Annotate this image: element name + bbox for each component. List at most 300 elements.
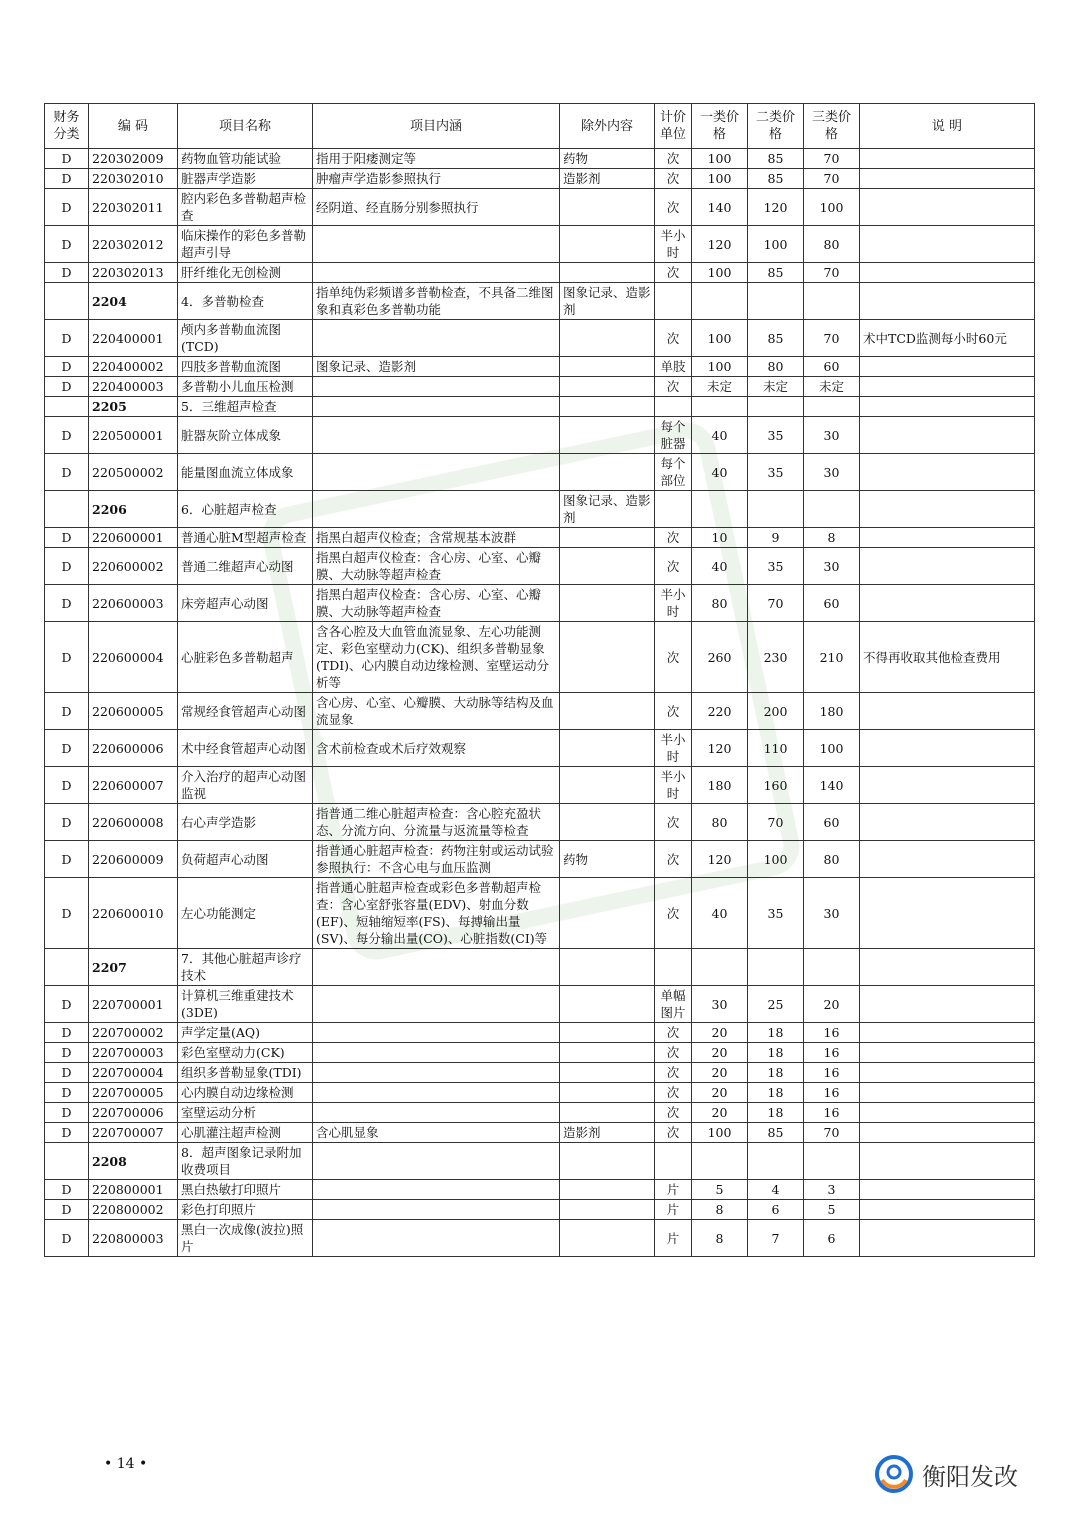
header-p2: 二类价格 — [748, 104, 804, 149]
cell-desc: 含各心腔及大血管血流显象、左心功能测定、彩色室壁动力(CK)、组织多普勒显象(TDI)、心内膜自动边缘检测、室壁运动分析等 — [313, 622, 560, 693]
cell-cls: D — [45, 1043, 89, 1063]
cell-name: 脏器灰阶立体成象 — [178, 417, 313, 454]
cell-p2: 70 — [748, 804, 804, 841]
cell-desc — [313, 1063, 560, 1083]
cell-cls: D — [45, 986, 89, 1023]
cell-cls: D — [45, 767, 89, 804]
table-row — [45, 548, 1035, 585]
cell-exc — [560, 767, 655, 804]
cell-p2: 100 — [748, 841, 804, 878]
cell-name: 心脏彩色多普勒超声 — [178, 622, 313, 693]
cell-p1: 20 — [692, 1063, 748, 1083]
cell-p3: 30 — [804, 417, 860, 454]
cell-unit — [655, 491, 692, 528]
cell-cls: D — [45, 693, 89, 730]
cell-note — [860, 693, 1035, 730]
cell-unit: 单肢 — [655, 357, 692, 377]
cell-unit — [655, 1143, 692, 1180]
cell-code: 220302009 — [89, 149, 178, 169]
section-row — [45, 1143, 1035, 1180]
cell-code: 220600002 — [89, 548, 178, 585]
cell-cls: D — [45, 1123, 89, 1143]
cell-code: 220700001 — [89, 986, 178, 1023]
cell-p3: 5 — [804, 1200, 860, 1220]
cell-unit: 片 — [655, 1180, 692, 1200]
cell-desc — [313, 226, 560, 263]
cell-unit: 次 — [655, 1103, 692, 1123]
cell-name: 普通二维超声心动图 — [178, 548, 313, 585]
cell-p2: 110 — [748, 730, 804, 767]
cell-code: 220600005 — [89, 693, 178, 730]
table-row — [45, 377, 1035, 397]
cell-code: 220700006 — [89, 1103, 178, 1123]
cell-p3: 20 — [804, 986, 860, 1023]
cell-cls: D — [45, 149, 89, 169]
cell-note — [860, 1023, 1035, 1043]
cell-cls: D — [45, 417, 89, 454]
cell-unit: 次 — [655, 1063, 692, 1083]
header-cls: 财务分类 — [45, 104, 89, 149]
cell-code: 220302011 — [89, 189, 178, 226]
cell-unit: 次 — [655, 377, 692, 397]
cell-code: 220600008 — [89, 804, 178, 841]
cell-desc — [313, 417, 560, 454]
cell-name: 5．三维超声检查 — [178, 397, 313, 417]
cell-p2: 85 — [748, 1123, 804, 1143]
cell-exc — [560, 949, 655, 986]
cell-code: 220700005 — [89, 1083, 178, 1103]
cell-name: 多普勒小儿血压检测 — [178, 377, 313, 397]
cell-code: 220600007 — [89, 767, 178, 804]
cell-desc: 图象记录、造影剂 — [313, 357, 560, 377]
cell-p3 — [804, 1143, 860, 1180]
cell-exc — [560, 320, 655, 357]
cell-p3: 140 — [804, 767, 860, 804]
cell-desc — [313, 263, 560, 283]
cell-name: 四肢多普勒血流图 — [178, 357, 313, 377]
cell-exc — [560, 417, 655, 454]
cell-code: 220700002 — [89, 1023, 178, 1043]
cell-cls: D — [45, 622, 89, 693]
cell-unit: 次 — [655, 149, 692, 169]
cell-code: 220700003 — [89, 1043, 178, 1063]
cell-code: 2207 — [89, 949, 178, 986]
cell-p2 — [748, 397, 804, 417]
cell-p2 — [748, 283, 804, 320]
cell-p2: 85 — [748, 263, 804, 283]
cell-unit: 每个部位 — [655, 454, 692, 491]
cell-note — [860, 528, 1035, 548]
cell-cls: D — [45, 263, 89, 283]
cell-code: 220400003 — [89, 377, 178, 397]
table-row — [45, 226, 1035, 263]
cell-p1: 100 — [692, 1123, 748, 1143]
section-row — [45, 491, 1035, 528]
cell-p1: 100 — [692, 169, 748, 189]
cell-p1: 120 — [692, 730, 748, 767]
cell-note — [860, 226, 1035, 263]
section-row — [45, 949, 1035, 986]
cell-p3: 100 — [804, 730, 860, 767]
table-row — [45, 622, 1035, 693]
cell-exc — [560, 397, 655, 417]
cell-name: 黑白热敏打印照片 — [178, 1180, 313, 1200]
cell-note — [860, 767, 1035, 804]
cell-cls: D — [45, 377, 89, 397]
cell-exc — [560, 730, 655, 767]
cell-p1: 80 — [692, 585, 748, 622]
cell-unit: 次 — [655, 169, 692, 189]
cell-p1: 10 — [692, 528, 748, 548]
header-code: 编 码 — [89, 104, 178, 149]
cell-note — [860, 730, 1035, 767]
cell-name: 6．心脏超声检查 — [178, 491, 313, 528]
cell-p3: 180 — [804, 693, 860, 730]
cell-unit: 每个脏器 — [655, 417, 692, 454]
cell-p2: 35 — [748, 878, 804, 949]
cell-cls: D — [45, 804, 89, 841]
cell-p3: 60 — [804, 804, 860, 841]
cell-p2: 18 — [748, 1103, 804, 1123]
cell-unit: 半小时 — [655, 585, 692, 622]
cell-cls: D — [45, 357, 89, 377]
cell-unit — [655, 283, 692, 320]
cell-p2 — [748, 1143, 804, 1180]
cell-cls: D — [45, 320, 89, 357]
cell-exc — [560, 528, 655, 548]
table-row — [45, 417, 1035, 454]
cell-cls: D — [45, 1103, 89, 1123]
cell-desc: 指黑白超声仪检查；含常规基本波群 — [313, 528, 560, 548]
cell-note — [860, 169, 1035, 189]
cell-p2 — [748, 491, 804, 528]
cell-name: 能量图血流立体成象 — [178, 454, 313, 491]
cell-p1: 260 — [692, 622, 748, 693]
cell-name: 术中经食管超声心动图 — [178, 730, 313, 767]
cell-desc: 经阴道、经直肠分别参照执行 — [313, 189, 560, 226]
table-row — [45, 1200, 1035, 1220]
cell-exc — [560, 1063, 655, 1083]
cell-cls: D — [45, 1023, 89, 1043]
cell-note — [860, 1103, 1035, 1123]
cell-unit — [655, 949, 692, 986]
cell-name: 普通心脏M型超声检查 — [178, 528, 313, 548]
header-unit: 计价单位 — [655, 104, 692, 149]
cell-p1 — [692, 949, 748, 986]
cell-name: 计算机三维重建技术(3DE) — [178, 986, 313, 1023]
cell-unit: 次 — [655, 189, 692, 226]
cell-p1: 8 — [692, 1220, 748, 1257]
cell-desc — [313, 1103, 560, 1123]
cell-p2: 18 — [748, 1063, 804, 1083]
cell-p1: 140 — [692, 189, 748, 226]
cell-note — [860, 841, 1035, 878]
cell-note — [860, 263, 1035, 283]
cell-cls: D — [45, 1083, 89, 1103]
cell-name: 室壁运动分析 — [178, 1103, 313, 1123]
cell-name: 彩色室壁动力(CK) — [178, 1043, 313, 1063]
cell-name: 7．其他心脏超声诊疗技术 — [178, 949, 313, 986]
brand-name: 衡阳发改 — [922, 1462, 1018, 1491]
cell-note — [860, 1143, 1035, 1180]
cell-code: 220600004 — [89, 622, 178, 693]
cell-cls: D — [45, 169, 89, 189]
cell-unit: 片 — [655, 1200, 692, 1220]
cell-code: 220400001 — [89, 320, 178, 357]
cell-cls: D — [45, 548, 89, 585]
table-row — [45, 878, 1035, 949]
cell-p3: 16 — [804, 1043, 860, 1063]
cell-exc — [560, 693, 655, 730]
cell-note — [860, 1063, 1035, 1083]
cell-name: 组织多普勒显象(TDI) — [178, 1063, 313, 1083]
cell-unit: 次 — [655, 548, 692, 585]
cell-unit: 次 — [655, 878, 692, 949]
cell-cls — [45, 949, 89, 986]
cell-p1: 5 — [692, 1180, 748, 1200]
cell-exc — [560, 585, 655, 622]
cell-desc — [313, 767, 560, 804]
cell-p1: 180 — [692, 767, 748, 804]
cell-p2: 120 — [748, 189, 804, 226]
cell-code: 220800003 — [89, 1220, 178, 1257]
cell-note — [860, 1180, 1035, 1200]
cell-note: 不得再收取其他检查费用 — [860, 622, 1035, 693]
cell-cls: D — [45, 189, 89, 226]
cell-note — [860, 804, 1035, 841]
table-row — [45, 804, 1035, 841]
cell-p3: 60 — [804, 585, 860, 622]
cell-exc — [560, 1180, 655, 1200]
cell-name: 心肌灌注超声检测 — [178, 1123, 313, 1143]
cell-desc: 指普通心脏超声检查或彩色多普勒超声检查：含心室舒张容量(EDV)、射血分数(EF)、短轴缩短率(FS)、每搏输出量(SV)、每分输出量(CO)、心脏指数(CI)等 — [313, 878, 560, 949]
cell-unit: 次 — [655, 693, 692, 730]
cell-code: 2208 — [89, 1143, 178, 1180]
cell-p3: 70 — [804, 263, 860, 283]
cell-p1 — [692, 491, 748, 528]
cell-p1: 80 — [692, 804, 748, 841]
cell-note — [860, 1200, 1035, 1220]
cell-p3: 6 — [804, 1220, 860, 1257]
cell-exc — [560, 878, 655, 949]
cell-p1: 40 — [692, 417, 748, 454]
cell-p1: 100 — [692, 357, 748, 377]
cell-unit: 次 — [655, 263, 692, 283]
table-row — [45, 189, 1035, 226]
cell-p2: 85 — [748, 320, 804, 357]
table-row — [45, 1023, 1035, 1043]
cell-p2: 230 — [748, 622, 804, 693]
cell-name: 床旁超声心动图 — [178, 585, 313, 622]
cell-p3: 30 — [804, 878, 860, 949]
cell-desc: 指普通二维心脏超声检查：含心腔充盈状态、分流方向、分流量与返流量等检查 — [313, 804, 560, 841]
cell-name: 左心功能测定 — [178, 878, 313, 949]
cell-cls: D — [45, 841, 89, 878]
cell-p2: 9 — [748, 528, 804, 548]
cell-p3: 16 — [804, 1083, 860, 1103]
cell-exc — [560, 1220, 655, 1257]
cell-code: 2206 — [89, 491, 178, 528]
table-row — [45, 454, 1035, 491]
cell-p3: 70 — [804, 169, 860, 189]
cell-p3: 16 — [804, 1023, 860, 1043]
cell-p3: 3 — [804, 1180, 860, 1200]
cell-p2: 35 — [748, 548, 804, 585]
cell-cls — [45, 1143, 89, 1180]
cell-p1: 100 — [692, 263, 748, 283]
table-row — [45, 730, 1035, 767]
cell-name: 临床操作的彩色多普勒超声引导 — [178, 226, 313, 263]
cell-desc: 指普通心脏超声检查：药物注射或运动试验参照执行：不含心电与血压监测 — [313, 841, 560, 878]
table-body — [45, 149, 1035, 1257]
cell-note — [860, 491, 1035, 528]
header-p1: 一类价格 — [692, 104, 748, 149]
cell-desc: 指用于阳痿测定等 — [313, 149, 560, 169]
cell-p1 — [692, 1143, 748, 1180]
cell-unit: 次 — [655, 804, 692, 841]
cell-p2: 80 — [748, 357, 804, 377]
cell-cls — [45, 283, 89, 320]
cell-name: 4．多普勒检查 — [178, 283, 313, 320]
cell-p2: 160 — [748, 767, 804, 804]
cell-desc — [313, 454, 560, 491]
cell-exc — [560, 986, 655, 1023]
cell-unit — [655, 397, 692, 417]
cell-p1: 120 — [692, 226, 748, 263]
cell-p1: 20 — [692, 1043, 748, 1063]
cell-unit: 次 — [655, 528, 692, 548]
cell-desc — [313, 1200, 560, 1220]
cell-code: 220400002 — [89, 357, 178, 377]
table-row — [45, 585, 1035, 622]
cell-cls: D — [45, 1220, 89, 1257]
cell-name: 黑白一次成像(波拉)照片 — [178, 1220, 313, 1257]
table-row — [45, 320, 1035, 357]
cell-p3: 60 — [804, 357, 860, 377]
cell-code: 220600003 — [89, 585, 178, 622]
cell-unit: 单幅图片 — [655, 986, 692, 1023]
cell-code: 220600010 — [89, 878, 178, 949]
cell-p3: 16 — [804, 1063, 860, 1083]
cell-p3: 70 — [804, 149, 860, 169]
cell-note — [860, 1043, 1035, 1063]
section-row — [45, 397, 1035, 417]
cell-exc — [560, 548, 655, 585]
cell-name: 声学定量(AQ) — [178, 1023, 313, 1043]
cell-note — [860, 283, 1035, 320]
cell-p3: 70 — [804, 320, 860, 357]
table-row — [45, 1180, 1035, 1200]
cell-code: 220800001 — [89, 1180, 178, 1200]
cell-p1: 220 — [692, 693, 748, 730]
cell-unit: 半小时 — [655, 226, 692, 263]
cell-p3: 80 — [804, 226, 860, 263]
cell-p3: 8 — [804, 528, 860, 548]
header-exc: 除外内容 — [560, 104, 655, 149]
cell-exc — [560, 357, 655, 377]
cell-p3: 210 — [804, 622, 860, 693]
page-number: • 14 • — [104, 1456, 148, 1472]
cell-code: 220700007 — [89, 1123, 178, 1143]
cell-exc: 药物 — [560, 841, 655, 878]
cell-desc: 指黑白超声仪检查：含心房、心室、心瓣膜、大动脉等超声检查 — [313, 548, 560, 585]
cell-note — [860, 1220, 1035, 1257]
cell-name: 常规经食管超声心动图 — [178, 693, 313, 730]
cell-desc — [313, 491, 560, 528]
cell-code: 220302010 — [89, 169, 178, 189]
cell-p2: 4 — [748, 1180, 804, 1200]
cell-p2: 85 — [748, 149, 804, 169]
cell-cls: D — [45, 1180, 89, 1200]
section-row — [45, 283, 1035, 320]
cell-p1: 20 — [692, 1103, 748, 1123]
cell-p3 — [804, 283, 860, 320]
table-row — [45, 693, 1035, 730]
cell-code: 2204 — [89, 283, 178, 320]
cell-exc — [560, 1043, 655, 1063]
cell-exc — [560, 1103, 655, 1123]
cell-exc — [560, 263, 655, 283]
cell-p1 — [692, 283, 748, 320]
brand-logo-icon — [874, 1454, 914, 1494]
cell-exc — [560, 804, 655, 841]
cell-desc: 含心肌显象 — [313, 1123, 560, 1143]
cell-p1: 40 — [692, 878, 748, 949]
cell-desc — [313, 397, 560, 417]
price-table — [44, 103, 1035, 1257]
cell-desc — [313, 1180, 560, 1200]
cell-code: 220500001 — [89, 417, 178, 454]
cell-code: 220800002 — [89, 1200, 178, 1220]
cell-unit: 次 — [655, 320, 692, 357]
cell-cls: D — [45, 1063, 89, 1083]
cell-unit: 次 — [655, 1043, 692, 1063]
table-row — [45, 1083, 1035, 1103]
table-row — [45, 1220, 1035, 1257]
cell-desc: 肿瘤声学造影参照执行 — [313, 169, 560, 189]
header-note: 说 明 — [860, 104, 1035, 149]
cell-note — [860, 149, 1035, 169]
cell-unit: 半小时 — [655, 730, 692, 767]
cell-desc — [313, 949, 560, 986]
cell-unit: 片 — [655, 1220, 692, 1257]
cell-name: 药物血管功能试验 — [178, 149, 313, 169]
cell-p3: 16 — [804, 1103, 860, 1123]
cell-desc — [313, 1143, 560, 1180]
cell-exc: 图象记录、造影剂 — [560, 491, 655, 528]
cell-p2: 85 — [748, 169, 804, 189]
cell-note — [860, 986, 1035, 1023]
cell-code: 220600006 — [89, 730, 178, 767]
table-row — [45, 1043, 1035, 1063]
cell-p2 — [748, 949, 804, 986]
cell-desc: 指单纯伪彩频谱多普勒检查，不具备二维图象和真彩色多普勒功能 — [313, 283, 560, 320]
cell-p1: 未定 — [692, 377, 748, 397]
table-row — [45, 1103, 1035, 1123]
cell-p3: 30 — [804, 548, 860, 585]
cell-name: 8．超声图象记录附加收费项目 — [178, 1143, 313, 1180]
cell-p2: 200 — [748, 693, 804, 730]
cell-p2: 未定 — [748, 377, 804, 397]
cell-p1: 100 — [692, 149, 748, 169]
cell-unit: 半小时 — [655, 767, 692, 804]
cell-exc — [560, 1023, 655, 1043]
cell-exc: 造影剂 — [560, 169, 655, 189]
cell-exc — [560, 189, 655, 226]
cell-p3: 100 — [804, 189, 860, 226]
cell-name: 心内膜自动边缘检测 — [178, 1083, 313, 1103]
cell-p3 — [804, 397, 860, 417]
